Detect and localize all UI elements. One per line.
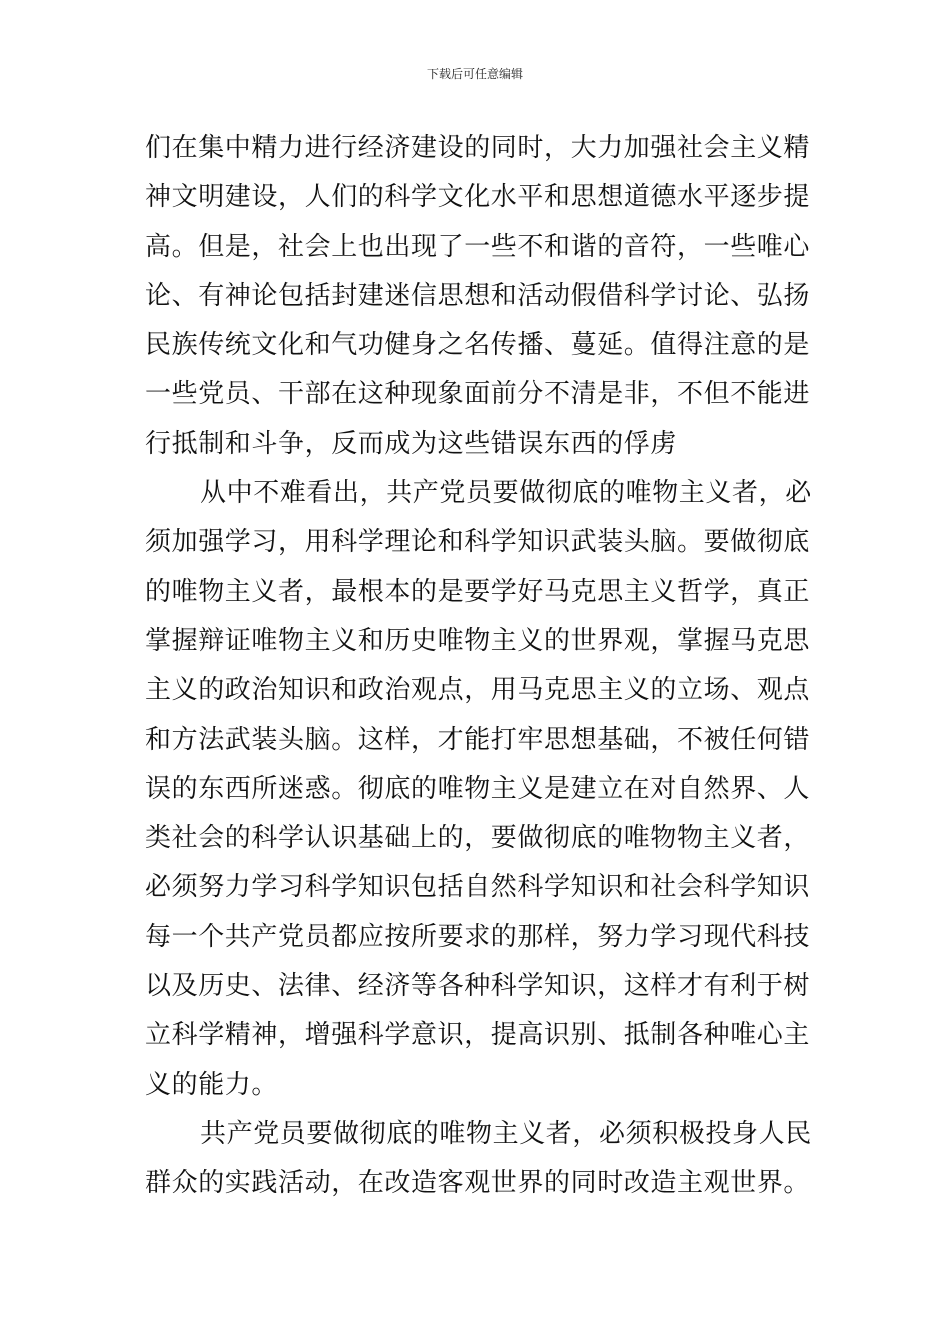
paragraph-1-line: 行抵制和斗争，反而成为这些错误东西的俘虏 (145, 428, 678, 459)
paragraph-2-line: 类社会的科学认识基础上的，要做彻底的唯物物主义者， (145, 823, 811, 854)
paragraph-3-line: 共产党员要做彻底的唯物主义者，必须积极投身人民 (200, 1118, 812, 1149)
paragraph-2-line: 掌握辩证唯物主义和历史唯物主义的世界观，掌握马克思 (145, 625, 811, 656)
paragraph-2-line: 主义的政治知识和政治观点，用马克思主义的立场、观点 (145, 675, 811, 706)
paragraph-2-line: 须加强学习，用科学理论和科学知识武装头脑。要做彻底 (145, 527, 811, 558)
paragraph-1-line: 们在集中精力进行经济建设的同时，大力加强社会主义精 (145, 133, 811, 163)
paragraph-2-line: 每一个共产党员都应按所要求的那样，努力学习现代科技 (145, 921, 811, 952)
paragraph-1-line: 一些党员、干部在这种现象面前分不清是非，不但不能进 (145, 379, 811, 410)
paragraph-1-line: 神文明建设，人们的科学文化水平和思想道德水平逐步提 (145, 182, 811, 213)
paragraph-2-line: 和方法武装头脑。这样，才能打牢思想基础，不被任何错 (145, 724, 811, 755)
paragraph-2-line: 必须努力学习科学知识包括自然科学知识和社会科学知识 (145, 872, 811, 903)
paragraph-2-line: 立科学精神，增强科学意识，提高识别、抵制各种唯心主 (145, 1020, 811, 1051)
page-header: 下载后可任意编辑 (426, 67, 523, 81)
paragraph-2-line: 以及历史、法律、经济等各种科学知识，这样才有利于树 (145, 971, 811, 1002)
paragraph-2-line: 的唯物主义者，最根本的是要学好马克思主义哲学，真正 (145, 576, 811, 607)
paragraph-1-line: 高。但是，社会上也出现了一些不和谐的音符，一些唯心 (145, 231, 811, 262)
paragraph-2-line: 义的能力。 (145, 1069, 279, 1100)
paragraph-2-line: 误的东西所迷惑。彻底的唯物主义是建立在对自然界、人 (145, 773, 811, 804)
paragraph-3-line: 群众的实践活动，在改造客观世界的同时改造主观世界。 (145, 1168, 811, 1199)
paragraph-1-line: 民族传统文化和气功健身之名传播、蔓延。值得注意的是 (145, 330, 811, 361)
document-body (145, 124, 812, 1209)
paragraph-1-line: 论、有神论包括封建迷信思想和活动假借科学讨论、弘扬 (145, 280, 811, 311)
paragraph-2-line: 从中不难看出，共产党员要做彻底的唯物主义者，必 (200, 478, 812, 509)
